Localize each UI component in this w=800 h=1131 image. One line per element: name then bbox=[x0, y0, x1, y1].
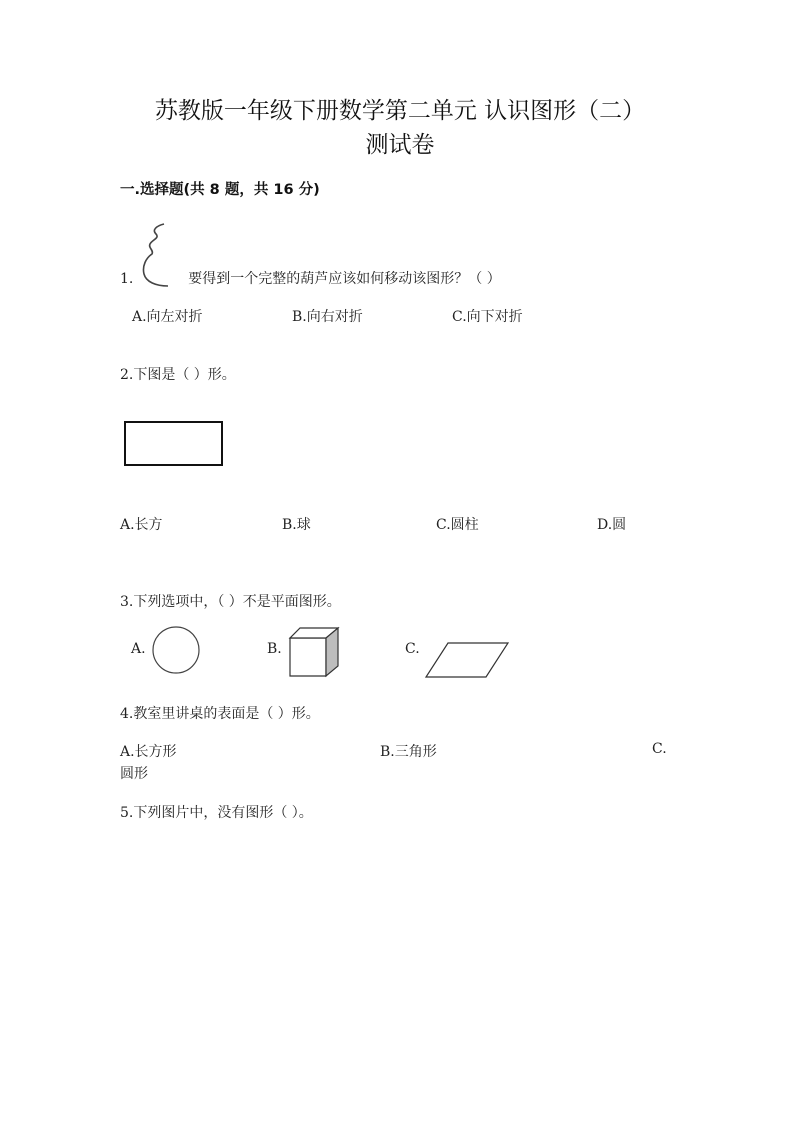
question-1-option-a[interactable]: A.向左对折 bbox=[132, 309, 203, 325]
question-4-number: 4. bbox=[120, 706, 134, 722]
section-heading: 一.选择题(共 8 题，共 16 分) bbox=[120, 182, 320, 198]
question-2 bbox=[120, 364, 236, 384]
question-5-text: 下列图片中，没有图形（ ）。 bbox=[133, 805, 313, 821]
question-1-number: 1. bbox=[120, 271, 134, 287]
question-4-option-b[interactable]: B.三角形 bbox=[380, 744, 437, 760]
question-3-text: 下列选项中，（ ）不是平面图形。 bbox=[133, 594, 341, 610]
question-4 bbox=[120, 703, 320, 723]
rectangle-figure bbox=[124, 421, 224, 467]
parallelogram-figure bbox=[424, 641, 512, 679]
page-title: 苏教版一年级下册数学第二单元 认识图形（二） bbox=[154, 98, 646, 124]
question-5 bbox=[120, 802, 313, 822]
question-3-option-b[interactable]: B. bbox=[267, 641, 282, 657]
question-4-option-c-text[interactable]: 圆形 bbox=[120, 766, 148, 782]
page-subtitle: 测试卷 bbox=[365, 132, 435, 158]
cube-figure bbox=[288, 626, 342, 678]
question-4-option-a[interactable]: A.长方形 bbox=[120, 744, 177, 760]
question-3-number: 3. bbox=[120, 594, 134, 610]
question-3 bbox=[120, 591, 341, 611]
question-2-option-d[interactable]: D.圆 bbox=[597, 517, 627, 533]
question-2-option-b[interactable]: B.球 bbox=[282, 517, 311, 533]
question-4-option-c[interactable]: C. bbox=[652, 741, 667, 757]
question-2-number: 2. bbox=[120, 367, 134, 383]
question-4-text: 教室里讲桌的表面是（ ）形。 bbox=[133, 706, 320, 722]
question-2-option-c[interactable]: C.圆柱 bbox=[436, 517, 479, 533]
question-1 bbox=[120, 268, 501, 288]
circle-figure bbox=[152, 626, 202, 676]
question-1-option-b[interactable]: B.向右对折 bbox=[292, 309, 363, 325]
question-2-text: 下图是（ ）形。 bbox=[133, 367, 236, 383]
question-3-option-c[interactable]: C. bbox=[405, 641, 420, 657]
question-3-option-a[interactable]: A. bbox=[131, 641, 146, 657]
question-1-option-c[interactable]: C.向下对折 bbox=[452, 309, 523, 325]
question-5-number: 5. bbox=[120, 805, 134, 821]
question-2-option-a[interactable]: A.长方 bbox=[120, 517, 163, 533]
question-1-text: 要得到一个完整的葫芦应该如何移动该图形？（ ） bbox=[188, 271, 501, 287]
